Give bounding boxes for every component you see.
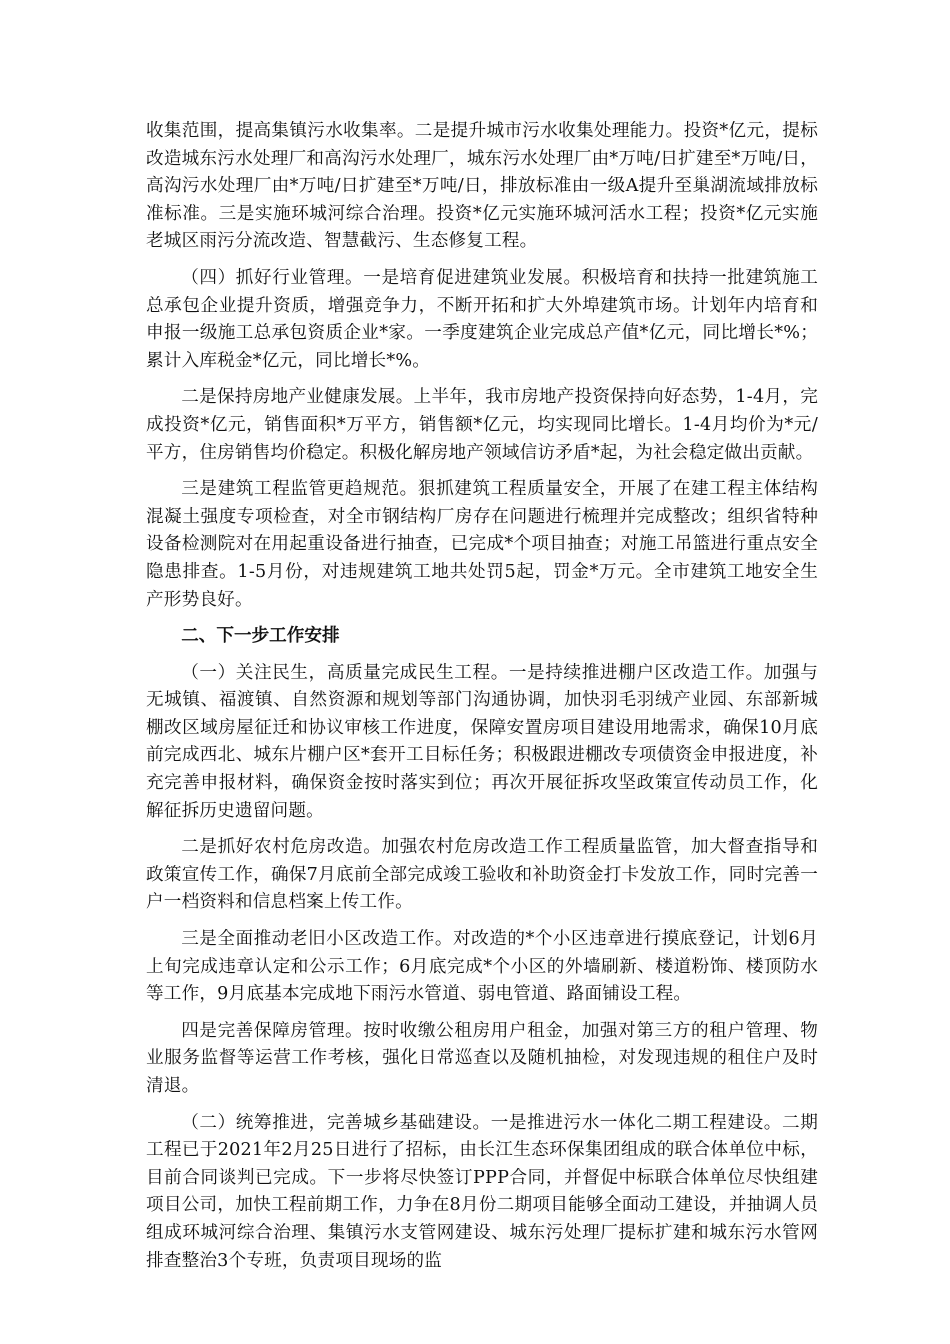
paragraph-old-communities: 三是全面推动老旧小区改造工作。对改造的*个小区违章进行摸底登记，计划6月上旬完成违章认定和公示工作；6月底完成*个小区的外墙刷新、楼道粉饰、楼顶防水等工作，9月底基本完成地下雨污水管道、弱电管道、路面铺设工程。 [146,929,818,1005]
paragraph-livelihood-projects: （一）关注民生，高质量完成民生工程。一是持续推进棚户区改造工作。加强与无城镇、福渡镇、自然资源和规划等部门沟通协调，加快羽毛羽绒产业园、东部新城棚改区域房屋征迁和协议审核工作进度，保障安置房项目建设用地需求，确保10月底前完成西北、城东片棚户区*套开工目标任务；积极跟进棚改专项债资金申报进度，补充完善申报材料，确保资金按时落实到位；再次开展征拆攻坚政策宣传动员工作，化解征拆历史遗留问题。 [146,662,818,821]
paragraph-rural-housing: 二是抓好农村危房改造。加强农村危房改造工作工程质量监管，加大督查指导和政策宣传工作，确保7月底前全部完成竣工验收和补助资金打卡发放工作，同时完善一户一档资料和信息档案上传工作。 [146,837,818,913]
paragraph-construction-supervision: 三是建筑工程监管更趋规范。狠抓建筑工程质量安全，开展了在建工程主体结构混凝土强度专项检查，对全市钢结构厂房存在问题进行梳理并完成整改；组织省特种设备检测院对在用起重设备进行抽查，已完成*个项目抽查；对施工吊篮进行重点安全隐患排查。1-5月份，对违规建筑工地共处罚5起，罚金*万元。全市建筑工地安全生产形势良好。 [146,479,818,610]
paragraph-continued: 收集范围，提高集镇污水收集率。二是提升城市污水收集处理能力。投资*亿元，提标改造城东污水处理厂和高沟污水处理厂，城东污水处理厂由*万吨/日扩建至*万吨/日，高沟污水处理厂由*万吨/日扩建至*万吨/日，排放标准由一级A提升至巢湖流域排放标准标准。三是实施环城河综合治理。投资*亿元实施环城河活水工程；投资*亿元实施老城区雨污分流改造、智慧截污、生态修复工程。 [146,121,818,252]
paragraph-affordable-housing: 四是完善保障房管理。按时收缴公租房用户租金，加强对第三方的租户管理、物业服务监督等运营工作考核，强化日常巡查以及随机抽检，对发现违规的租住户及时清退。 [146,1020,818,1096]
section-heading-next-steps: 二、下一步工作安排 [181,626,340,647]
paragraph-industry-management: （四）抓好行业管理。一是培育促进建筑业发展。积极培育和扶持一批建筑施工总承包企业提升资质，增强竞争力，不断开拓和扩大外埠建筑市场。计划年内培育和申报一级施工总承包资质企业*家。一季度建筑企业完成总产值*亿元，同比增长*%；累计入库税金*亿元，同比增长*%。 [146,267,818,371]
paragraph-infrastructure: （二）统筹推进，完善城乡基础建设。一是推进污水一体化二期工程建设。二期工程已于2021年2月25日进行了招标，由长江生态环保集团组成的联合体单位中标，目前合同谈判已完成。下一步将尽快签订PPP合同，并督促中标联合体单位尽快组建项目公司，加快工程前期工作，力争在8月份二期项目能够全面动工建设，并抽调人员组成环城河综合治理、集镇污水支管网建设、城东污处理厂提标扩建和城东污水管网排查整治3个专班，负责项目现场的监 [146,1112,818,1271]
document-page [146,118,818,1284]
paragraph-real-estate: 二是保持房地产业健康发展。上半年，我市房地产投资保持向好态势，1-4月，完成投资*亿元，销售面积*万平方，销售额*亿元，均实现同比增长。1-4月均价为*元/平方，住房销售均价稳定。积极化解房地产领域信访矛盾*起，为社会稳定做出贡献。 [146,387,818,463]
